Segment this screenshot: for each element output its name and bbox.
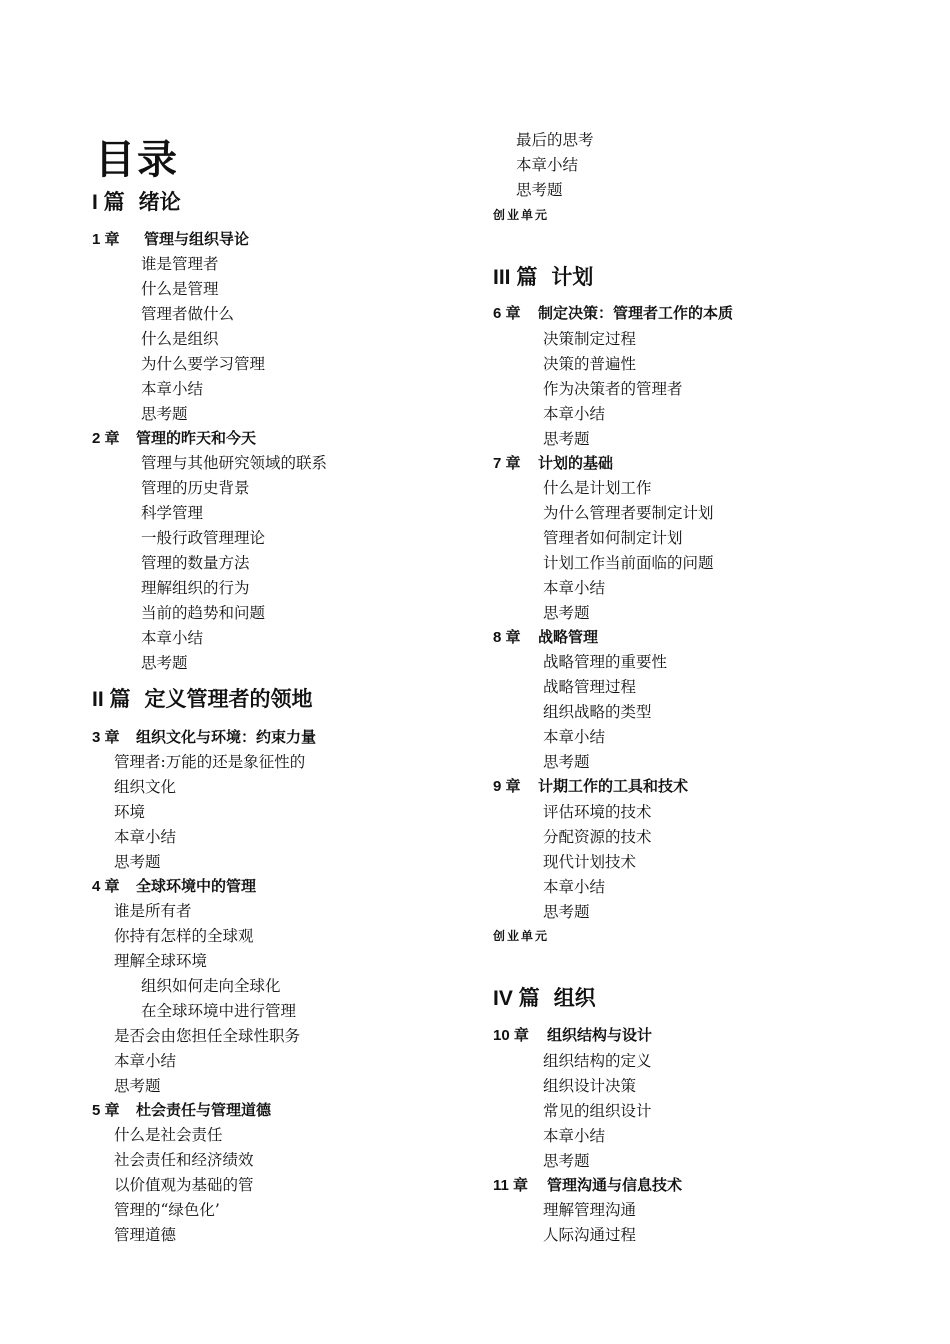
chapter-heading [92,726,316,747]
toc-item: 本章小结 [543,579,606,597]
toc-item: 组织结构的定义 [543,1052,652,1070]
toc-item: 什么是管理 [141,280,219,298]
toc-item: 组织设计决策 [543,1077,637,1095]
toc-item: 一般行政管理理论 [141,529,266,547]
toc-item: 思考题 [516,181,563,199]
chapter-name: 管理的昨天和今天 [136,430,257,447]
chapter-name: 计期工作的工具和技术 [538,778,689,795]
part-name: 计划 [551,266,594,289]
toc-item: 是否会由您担任全球性职务 [114,1027,301,1045]
toc-item: 决策制定过程 [543,330,637,348]
toc-item: 谁是管理者 [141,255,219,273]
part-heading [493,261,593,291]
toc-item: 管理者做什么 [141,305,235,323]
toc-item: 本章小结 [543,1127,606,1145]
chapter-number: 4 章 [92,878,120,895]
toc-item: 本章小结 [114,1052,177,1070]
toc-item: 本章小结 [114,828,177,846]
toc-item: 你持有怎样的全球观 [114,927,254,945]
toc-item: 分配资源的技术 [543,828,652,846]
toc-item: 管理的“绿色化’ [114,1201,220,1219]
toc-item: 以价值观为基础的管 [114,1176,254,1194]
toc-item: 理解管理沟通 [543,1201,637,1219]
toc-item: 战略管理的重要性 [543,653,668,671]
toc-item: 评估环境的技术 [543,803,652,821]
part-heading [92,683,313,713]
part-name: 定义管理者的领地 [144,688,313,711]
chapter-number: 10 章 [493,1027,529,1044]
toc-item: 思考题 [543,604,590,622]
toc-item: 思考题 [114,853,161,871]
toc-item: 什么是社会责任 [114,1126,223,1144]
chapter-number: 8 章 [493,629,521,646]
part-name: 组织 [553,987,596,1010]
chapter-number: 2 章 [92,430,120,447]
toc-item: 计划工作当前面临的问题 [543,554,714,572]
toc-item: 管理者如何制定计划 [543,529,683,547]
toc-item: 科学管理 [141,504,204,522]
toc-item: 为什么要学习管理 [141,355,266,373]
part-heading [493,982,596,1012]
toc-item: 思考题 [543,903,590,921]
chapter-number: 1 章 [92,231,120,248]
chapter-heading [493,775,688,796]
chapter-name: 全球环境中的管理 [136,878,257,895]
toc-item: 管理的历史背景 [141,479,250,497]
chapter-name: 制定决策：管理者工作的本质 [538,305,734,322]
toc-item: 管理道德 [114,1226,177,1244]
toc-item: 谁是所有者 [114,902,192,920]
toc-item: 本章小结 [543,728,606,746]
chapter-number: 3 章 [92,729,120,746]
toc-item: 思考题 [141,405,188,423]
toc-item: 本章小结 [543,405,606,423]
chapter-heading [493,302,733,323]
chapter-name: 管理沟通与信息技术 [547,1177,683,1194]
chapter-number: 5 章 [92,1102,120,1119]
toc-item: 最后的思考 [516,131,594,149]
toc-item: 管理与其他研究领域的联系 [141,454,328,472]
chapter-number: 7 章 [493,455,521,472]
toc-item: 社会责任和经济绩效 [114,1151,254,1169]
chapter-number: 9 章 [493,778,521,795]
toc-item: 管理的数量方法 [141,554,250,572]
chapter-heading [493,626,598,647]
toc-item: 环境 [114,803,146,821]
chapter-heading [92,427,256,448]
toc-item: 什么是组织 [141,330,219,348]
toc-item: 人际沟通过程 [543,1226,637,1244]
toc-subitem: 组织如何走向全球化 [141,977,281,995]
toc-item: 现代计划技术 [543,853,637,871]
part-number: IV 篇 [493,987,540,1010]
toc-item: 什么是计划工作 [543,479,652,497]
chapter-heading [92,228,249,249]
toc-item: 管理者:万能的还是象征性的 [114,753,306,771]
chapter-name: 组织文化与环境：约束力量 [136,729,317,746]
chapter-heading [493,1174,682,1195]
toc-item: 为什么管理者要制定计划 [543,504,714,522]
toc-item: 思考题 [543,753,590,771]
entrepreneurship-unit: 创业单元 [493,208,550,222]
toc-item: 组织文化 [114,778,177,796]
toc-item: 思考题 [114,1077,161,1095]
toc-item: 本章小结 [516,156,579,174]
chapter-heading [92,875,256,896]
toc-item: 本章小结 [543,878,606,896]
chapter-name: 杜会责任与管理道德 [136,1102,272,1119]
part-number: I 篇 [92,191,125,214]
toc-item: 思考题 [141,654,188,672]
chapter-heading [493,1024,652,1045]
toc-item: 组织战略的类型 [543,703,652,721]
toc-item: 决策的普遍性 [543,355,637,373]
chapter-name: 计划的基础 [538,455,614,472]
toc-item: 作为决策者的管理者 [543,380,683,398]
toc-item: 理解全球环境 [114,952,208,970]
chapter-number: 6 章 [493,305,521,322]
chapter-number: 11 章 [493,1177,529,1194]
toc-item: 当前的趋势和问题 [141,604,266,622]
part-number: III 篇 [493,266,538,289]
toc-item: 本章小结 [141,380,204,398]
chapter-name: 管理与组织导论 [144,231,250,248]
toc-item: 本章小结 [141,629,204,647]
toc-item: 理解组织的行为 [141,579,250,597]
toc-item: 思考题 [543,1152,590,1170]
chapter-name: 组织结构与设计 [547,1027,653,1044]
entrepreneurship-unit: 创业单元 [493,929,550,943]
chapter-heading [92,1099,271,1120]
page-title: 目录 [95,136,179,183]
toc-subitem: 在全球环境中进行管理 [141,1002,297,1020]
part-number: II 篇 [92,688,131,711]
chapter-heading [493,452,613,473]
toc-item: 思考题 [543,430,590,448]
toc-item: 战略管理过程 [543,678,637,696]
part-heading [92,186,181,216]
part-name: 绪论 [138,191,181,214]
chapter-name: 战略管理 [538,629,599,646]
toc-item: 常见的组织设计 [543,1102,652,1120]
